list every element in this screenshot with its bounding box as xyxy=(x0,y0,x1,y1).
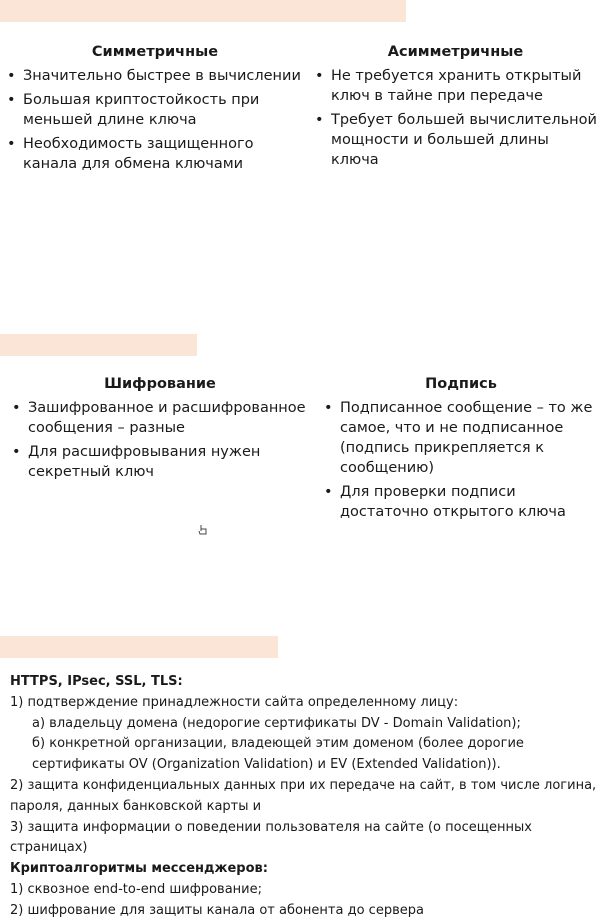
signature-column xyxy=(322,376,600,526)
list-item: • Значительно быстрее в вычислении xyxy=(5,66,305,86)
text-line: 2) защита конфиденциальных данных при их передаче на сайт, в том числе логина, пароля, данных банковской карты и xyxy=(10,777,597,814)
list-item: • Не требуется хранить открытый ключ в тайне при передаче xyxy=(313,66,598,106)
text-line: 1) сквозное end-to-end шифрование; xyxy=(10,881,262,897)
symmetric-title: Симметричные xyxy=(91,44,219,60)
signature-list xyxy=(322,398,600,522)
encryption-list xyxy=(10,398,310,482)
text-line: 2) шифрование для защиты канала от абонента до сервера xyxy=(10,902,424,918)
list-item: • Большая криптостойкость при меньшей длине ключа xyxy=(5,90,305,130)
signature-title: Подпись xyxy=(425,376,497,392)
text-line: а) владельцу домена (недорогие сертификаты DV - Domain Validation); xyxy=(32,715,521,731)
accent-bar-2 xyxy=(0,334,197,356)
asymmetric-title: Асимметричные xyxy=(387,44,524,60)
text-line: 3) защита информации о поведении пользователя на сайте (о посещенных страницах) xyxy=(10,819,532,856)
asymmetric-column xyxy=(313,44,598,174)
list-item: • Для расшифровывания нужен секретный ключ xyxy=(10,442,310,482)
symmetric-column xyxy=(5,44,305,178)
list-item: • Требует большей вычислительной мощности и большей длины ключа xyxy=(313,110,598,170)
list-item: • Необходимость защищенного канала для обмена ключами xyxy=(5,134,305,174)
text-line: б) конкретной организации, владеющей этим доменом (более дорогие сертификаты OV (Organization Validation) и EV (Extended Validation)). xyxy=(32,736,524,773)
messengers-heading: Криптоалгоритмы мессенджеров: xyxy=(10,861,268,877)
encryption-column xyxy=(10,376,310,486)
accent-bar-1 xyxy=(0,0,406,22)
list-item: • Зашифрованное и расшифрованное сообщения – разные xyxy=(10,398,310,438)
hand-cursor-icon xyxy=(198,524,208,539)
text-line: 1) подтверждение принадлежности сайта определенному лицу: xyxy=(10,694,459,710)
list-item: • Подписанное сообщение – то же самое, что и не подписанное (подпись прикрепляется к сообщению) xyxy=(322,398,600,478)
accent-bar-3 xyxy=(0,636,278,658)
protocols-text xyxy=(10,672,600,922)
encryption-title: Шифрование xyxy=(104,376,216,392)
protocols-heading: HTTPS, IPsec, SSL, TLS: xyxy=(10,674,183,689)
list-item: • Для проверки подписи достаточно открытого ключа xyxy=(322,482,600,522)
symmetric-list xyxy=(5,66,305,174)
asymmetric-list xyxy=(313,66,598,170)
